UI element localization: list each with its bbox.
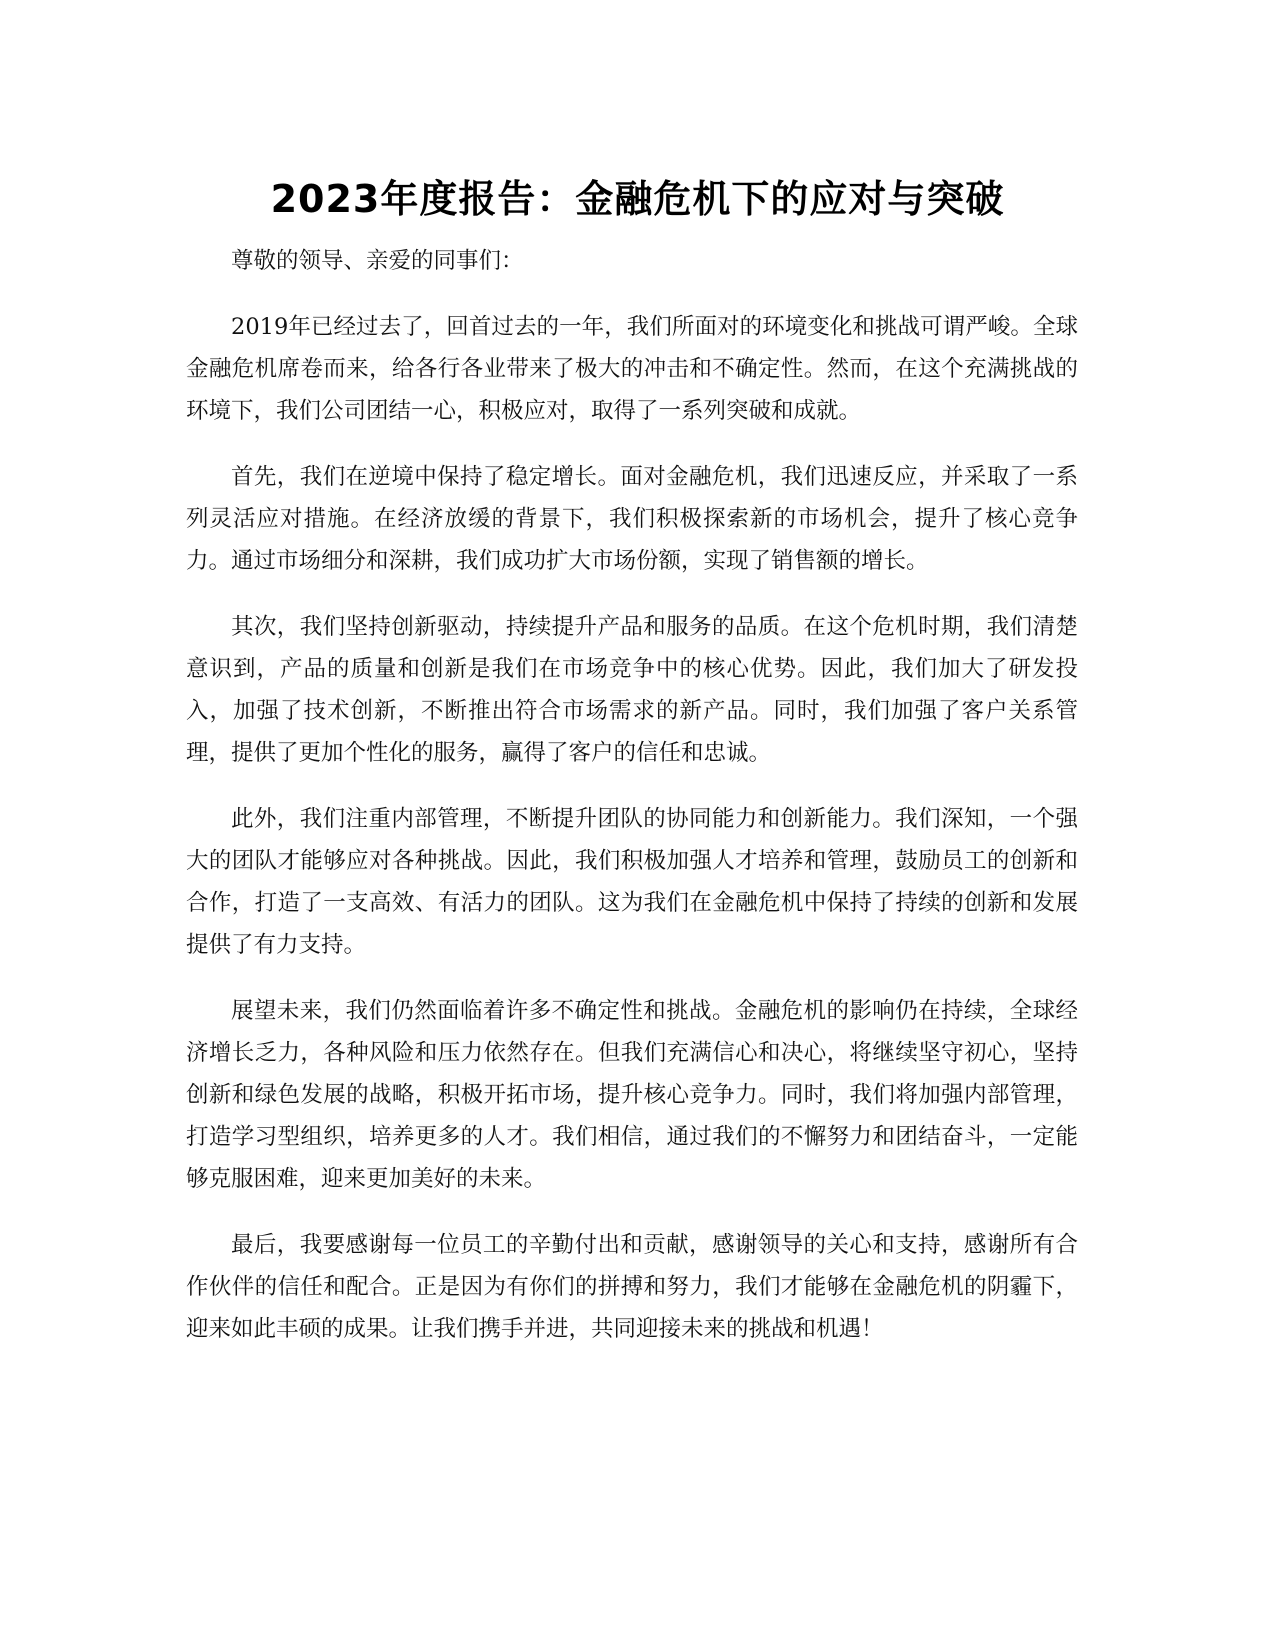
document-body — [186, 240, 1078, 1374]
salutation-paragraph: 尊敬的领导、亲爱的同事们： — [231, 248, 524, 274]
body-paragraph: 2019年已经过去了，回首过去的一年，我们所面对的环境变化和挑战可谓严峻。全球金融危机席卷而来，给各行各业带来了极大的冲击和不确定性。然而，在这个充满挑战的环境下，我们公司团结一心，积极应对，取得了一系列突破和成就。 — [186, 314, 1078, 424]
body-paragraph: 展望未来，我们仍然面临着许多不确定性和挑战。金融危机的影响仍在持续，全球经济增长乏力，各种风险和压力依然存在。但我们充满信心和决心，将继续坚守初心，坚持创新和绿色发展的战略，积极开拓市场，提升核心竞争力。同时，我们将加强内部管理，打造学习型组织，培养更多的人才。我们相信，通过我们的不懈努力和团结奋斗，一定能够克服困难，迎来更加美好的未来。 — [186, 998, 1078, 1192]
body-paragraph: 其次，我们坚持创新驱动，持续提升产品和服务的品质。在这个危机时期，我们清楚意识到，产品的质量和创新是我们在市场竞争中的核心优势。因此，我们加大了研发投入，加强了技术创新，不断推出符合市场需求的新产品。同时，我们加强了客户关系管理，提供了更加个性化的服务，赢得了客户的信任和忠诚。 — [186, 614, 1078, 766]
body-paragraph: 此外，我们注重内部管理，不断提升团队的协同能力和创新能力。我们深知，一个强大的团队才能够应对各种挑战。因此，我们积极加强人才培养和管理，鼓励员工的创新和合作，打造了一支高效、有活力的团队。这为我们在金融危机中保持了持续的创新和发展提供了有力支持。 — [186, 806, 1078, 958]
closing-paragraph: 最后，我要感谢每一位员工的辛勤付出和贡献，感谢领导的关心和支持，感谢所有合作伙伴的信任和配合。正是因为有你们的拼搏和努力，我们才能够在金融危机的阴霾下，迎来如此丰硕的成果。让我们携手并进，共同迎接未来的挑战和机遇！ — [186, 1232, 1078, 1342]
body-paragraph: 首先，我们在逆境中保持了稳定增长。面对金融危机，我们迅速反应，并采取了一系列灵活应对措施。在经济放缓的背景下，我们积极探索新的市场机会，提升了核心竞争力。通过市场细分和深耕，我们成功扩大市场份额，实现了销售额的增长。 — [186, 464, 1078, 574]
document-title: 2023年度报告：金融危机下的应对与突破 — [270, 177, 1005, 222]
